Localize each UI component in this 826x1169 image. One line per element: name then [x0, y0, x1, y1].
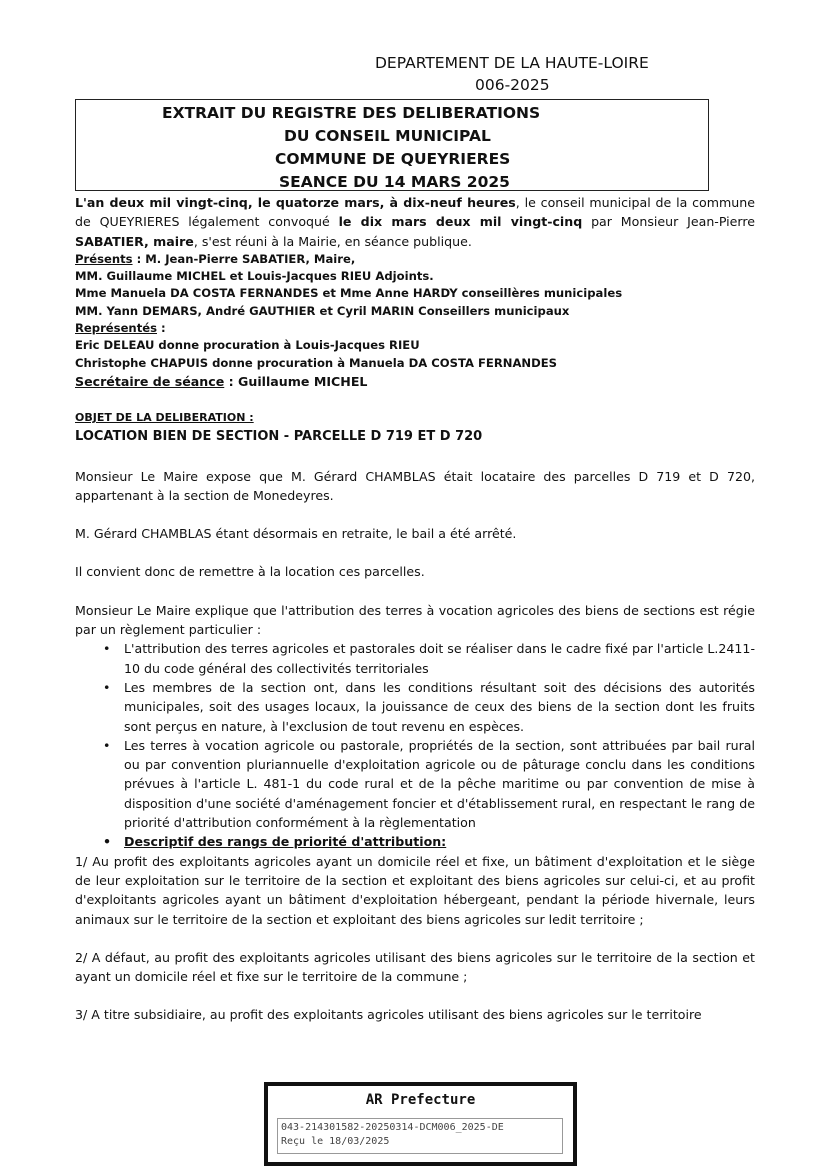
- rules-list: [75, 639, 755, 851]
- presents-line-2: MM. Guillaume MICHEL et Louis-Jacques RIEU Adjoints.: [75, 269, 434, 284]
- session-date: L'an deux mil vingt-cinq, le quatorze mars, à dix-neuf heures: [75, 195, 516, 210]
- priority-2: 2/ A défaut, au profit des exploitants agricoles utilisant des biens agricoles sur le territoire de la section et ayant un domicile réel et fixe sur le territoire de la commune ;: [75, 949, 755, 985]
- received-date: Reçu le 18/03/2025: [281, 1136, 390, 1147]
- attendance-block: Présents : M. Jean-Pierre SABATIER, Maire, MM. Guillaume MICHEL et Louis-Jacques RIEU Adjoints. Mme Manuela DA COSTA FERNANDES et Mme Anne HARDY conseillères municipales MM. Yann DEMARS, André GAUTHIER et Cyril MARIN Conseillers municipaux Représentés : Eric DELEAU donne procuration à Louis-Jacques RIEU Christophe CHAPUIS donne procuration à Manuela DA COSTA FERNANDES: [75, 251, 755, 372]
- list-item: • Les membres de la section ont, dans les conditions résultant soit des décisions des autorités municipales, soit des usages locaux, la jouissance de ceux des biens de la section dont les fruits sont perçus en nature, à l'exclusion de tout revenu en espèces.: [75, 678, 755, 736]
- department-name: DEPARTEMENT DE LA HAUTE-LOIRE: [375, 54, 649, 72]
- secretary-name: : Guillaume MICHEL: [224, 373, 368, 389]
- deliberation-subject: LOCATION BIEN DE SECTION - PARCELLE D 719 ET D 720: [75, 429, 483, 445]
- prefecture-stamp: [264, 1082, 577, 1166]
- priority-1: 1/ Au profit des exploitants agricoles ayant un domicile réel et fixe, un bâtiment d'exploitation et le siège de leur exploitation sur le territoire de la section et exploitant des biens agricoles sur celui-ci, et au profit d'exploitants agricoles ayant un bâtiment d'exploitation hébergeant, pendant la période hivernale, leurs animaux sur le territoire de la section et exploitant des biens agricoles sur ledit territoire ;: [75, 853, 755, 927]
- objet-label: OBJET DE LA DELIBERATION :: [75, 410, 254, 424]
- priority-3: 3/ A titre subsidiaire, au profit des exploitants agricoles utilisant des biens agricoles sur le territoire: [75, 1007, 702, 1023]
- presents-label: Présents: [75, 251, 133, 266]
- proxy-line-2: Christophe CHAPUIS donne procuration à Manuela DA COSTA FERNANDES: [75, 355, 558, 370]
- title-box: [75, 99, 709, 191]
- title-line-2: DU CONSEIL MUNICIPAL: [284, 127, 491, 145]
- paragraph-3: Il convient donc de remettre à la location ces parcelles.: [75, 564, 425, 580]
- mayor-name: SABATIER, maire: [75, 233, 194, 249]
- title-line-3: COMMUNE DE QUEYRIERES: [275, 150, 511, 168]
- paragraph-1: Monsieur Le Maire expose que M. Gérard CHAMBLAS était locataire des parcelles D 719 et D 720, appartenant à la section de Monedeyres.: [75, 468, 755, 503]
- paragraph-4: Monsieur Le Maire explique que l'attribution des terres à vocation agricoles des biens de sections est régie par un règlement particulier :: [75, 602, 755, 638]
- represented-label: Représentés: [75, 321, 157, 336]
- presents-line-3: Mme Manuela DA COSTA FERNANDES et Mme Anne HARDY conseillères municipales: [75, 286, 623, 301]
- proxy-line-1: Eric DELEAU donne procuration à Louis-Jacques RIEU: [75, 338, 420, 353]
- act-identifier: 043-214301582-20250314-DCM006_2025-DE: [281, 1122, 504, 1133]
- document-body: [75, 193, 755, 1025]
- convocation-date: le dix mars deux mil vingt-cinq: [338, 214, 583, 230]
- presents-line-4: MM. Yann DEMARS, André GAUTHIER et Cyril MARIN Conseillers municipaux: [75, 303, 570, 318]
- stamp-details: [277, 1118, 563, 1154]
- stamp-title: AR Prefecture: [365, 1092, 476, 1108]
- list-item: • L'attribution des terres agricoles et pastorales doit se réaliser dans le cadre fixé par l'article L.2411-10 du code général des collectivités territoriales: [75, 639, 755, 678]
- paragraph-2: M. Gérard CHAMBLAS étant désormais en retraite, le bail a été arrêté.: [75, 526, 517, 542]
- secretary-label: Secrétaire de séance: [75, 373, 225, 389]
- intro-paragraph: L'an deux mil vingt-cinq, le quatorze mars, à dix-neuf heures, le conseil municipal de la commune de QUEYRIERES légalement convoqué le dix mars deux mil vingt-cinq par Monsieur Jean-Pierre SABATIER, maire, s'est réuni à la Mairie, en séance publique.: [75, 195, 756, 249]
- department-header: [375, 52, 695, 96]
- list-item: • Les terres à vocation agricole ou pastorale, propriétés de la section, sont attribuées par bail rural ou par convention pluriannuelle d'exploitation agricole ou de pâturage conclu dans les conditions prévues à l'article L. 481-1 du code rural et de la pêche maritime ou par convention de mise à disposition d'une société d'aménagement foncier et d'établissement rural, en respectant le rang de priorité d'attribution conformément à la règlementation: [75, 736, 755, 832]
- title-line-4: SEANCE DU 14 MARS 2025: [279, 173, 510, 191]
- deliberation-number: 006-2025: [475, 76, 550, 94]
- list-item: • Descriptif des rangs de priorité d'attribution:: [75, 832, 755, 851]
- title-line-1: EXTRAIT DU REGISTRE DES DELIBERATIONS: [162, 104, 541, 122]
